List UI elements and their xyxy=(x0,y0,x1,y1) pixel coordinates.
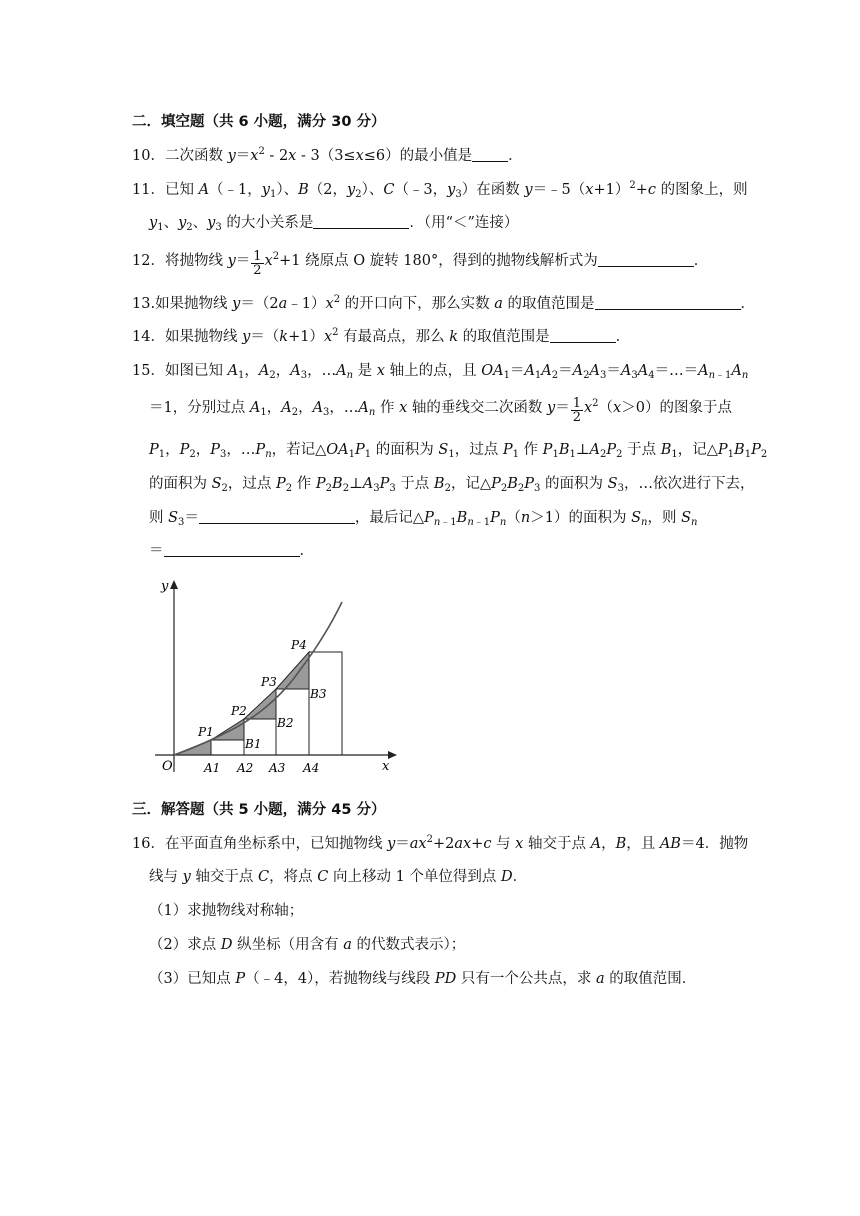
section-2-heading: 二．填空题（共 6 小题，满分 30 分） xyxy=(132,114,386,130)
answer-blank xyxy=(164,542,300,557)
answer-blank xyxy=(472,147,508,162)
label-b2: B2 xyxy=(277,716,294,730)
section-3-heading: 三．解答题（共 5 小题，满分 45 分） xyxy=(132,802,386,818)
fraction: $\frac{1}{2}$ xyxy=(253,249,262,278)
origin-label: O xyxy=(162,759,173,774)
question-15: 15．如图已知 $A_1$，$A_2$，$A_3$，$\dots A_n$ 是 x 轴上的点，且 $OA_1=A_1A_2=A_2A_3=A_3A_4=\dots=A_{n﹣1}A_n$ xyxy=(132,363,749,381)
question-15-line-4: 的面积为 $S_2$，过点 $P_2$ 作 $P_2B_2\perp A_3P_3$ 于点 $B_2$，记$\triangle P_2B_2P_3$ 的面积为 $S_3$，…依次进行下去， xyxy=(149,476,755,494)
rect-1 xyxy=(211,740,244,755)
question-15-line-2: ＝1，分别过点 $A_1$，$A_2$，$A_3$，$\dots A_n$ 作 x 轴的垂线交二次函数 y＝ $\frac{1}{2}$ $x^2(x>0)$的图象于点 xyxy=(149,396,732,425)
y-axis-arrow xyxy=(170,580,178,589)
label-p1: P1 xyxy=(198,725,214,739)
triangle-s4 xyxy=(276,652,309,689)
question-16-part-1: （1）求抛物线对称轴； xyxy=(149,903,304,919)
label-p3: P3 xyxy=(261,675,277,689)
label-a2: A2 xyxy=(237,761,254,775)
question-16: 16．在平面直角坐标系中，已知抛物线 $y=ax^2+2ax+c$ 与 x 轴交于点 A，B，且 AB＝4．抛物 xyxy=(132,834,749,852)
label-a4: A4 xyxy=(303,761,320,775)
label-b3: B3 xyxy=(310,687,327,701)
answer-blank xyxy=(550,328,616,343)
question-11: 11．已知 A（﹣1，$y_1$）、B（2，$y_2$）、C（﹣3，$y_3$）在函数 $y=﹣5(x+1)^2+c$ 的图象上，则 xyxy=(132,180,748,200)
rect-4 xyxy=(309,652,342,755)
triangle-s3 xyxy=(244,689,276,719)
y-axis-label: y xyxy=(161,579,169,594)
answer-blank xyxy=(199,509,355,524)
label-a3: A3 xyxy=(269,761,286,775)
question-14: 14．如果抛物线 $y=(k+1)x^2$ 有最高点，那么 k 的取值范围是 ． xyxy=(132,327,631,345)
question-13: 13.如果抛物线 $y=(2a﹣1)x^2$ 的开口向下，那么实数 a 的取值范围是 ． xyxy=(132,294,756,312)
answer-blank xyxy=(313,214,409,229)
question-11-line-2: $y_1$、$y_2$、$y_3$ 的大小关系是 ．（用“＜”连接） xyxy=(149,215,519,233)
question-15-line-5: 则 $S_3=$ ，最后记$\triangle P_{n﹣1}B_{n﹣1}P_n(n>1)$的面积为 $S_n$，则 $S_n$ xyxy=(149,510,698,528)
label-b1: B1 xyxy=(245,737,262,751)
question-12: 12．将抛物线 y＝ $\frac{1}{2}$ $x^2+1$ 绕原点 O 旋转 180°，得到的抛物线解析式为 ． xyxy=(132,249,709,278)
question-number: 10． xyxy=(132,148,165,164)
question-16-line-2: 线与 y 轴交于点 C，将点 C 向上移动 1 个单位得到点 D． xyxy=(149,869,528,885)
label-a1: A1 xyxy=(204,761,221,775)
answer-blank xyxy=(598,252,694,267)
fraction: $\frac{1}{2}$ xyxy=(572,396,581,425)
question-16-part-2: （2）求点 D 纵坐标（用含有 a 的代数式表示）； xyxy=(149,937,466,953)
answer-blank xyxy=(595,295,741,310)
x-axis-label: x xyxy=(382,759,390,774)
question-16-part-3: （3）已知点 P（﹣4，4），若抛物线与线段 PD 只有一个公共点，求 a 的取值范围． xyxy=(149,971,697,987)
parabola-figure xyxy=(145,572,405,782)
question-15-line-3: $P_1$，$P_2$，$P_3$，$\dots P_n$，若记$\triangle OA_1P_1$ 的面积为 $S_1$，过点 $P_1$ 作 $P_1B_1\perp A_2P_2$ 于点 $B_1$，记$\triangle P_1B_1P_2$ xyxy=(149,442,768,460)
label-p4: P4 xyxy=(291,638,307,652)
question-10: 10．二次函数 $y=x^2 - 2x - 3(3\le x\le 6)$的最小值是 ． xyxy=(132,146,523,164)
question-15-line-6: ＝ ． xyxy=(149,543,314,559)
x-axis-arrow xyxy=(388,751,397,759)
label-p2: P2 xyxy=(231,704,247,718)
